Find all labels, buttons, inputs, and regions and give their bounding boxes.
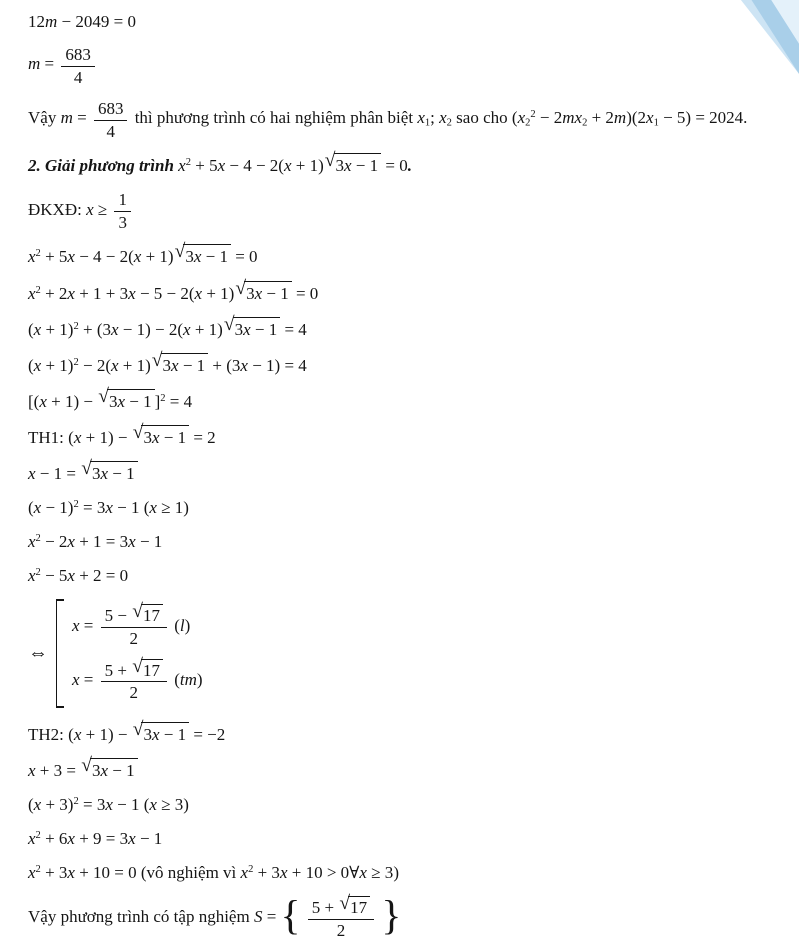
- math-line: Vậy phương trình có tập nghiệm S = { $\frac{5 + √17}{2}$ }: [28, 893, 402, 940]
- math-line: $(x - 1)^2 = 3x - 1$ (x ≥ 1): [28, 498, 189, 518]
- problem-heading: 2. Giải phương trình $x^2 + 5x - 4 - 2(x + 1)√3x - 1 = 0$.: [28, 153, 793, 177]
- math-line: x − 1 = √3x − 1: [28, 461, 793, 485]
- math-line: m = $\frac{683}{4}$: [28, 45, 793, 87]
- math-line: ĐKXĐ: x ≥ $\frac{1}{3}$: [28, 190, 793, 232]
- math-line: [(x + 1) − √3x − 1 ]$^2$ = 4: [28, 389, 793, 413]
- equivalence-arrow: ⇔: [28, 642, 48, 664]
- math-line: $(x + 1)^2 - 2(x + 1)√3x - 1 + (3x - 1) = 4$: [28, 353, 793, 377]
- math-line: x + 3 = √3x − 1: [28, 758, 793, 782]
- math-line: TH2: (x + 1) − √3x − 1 = −2: [28, 722, 793, 746]
- math-line: $x^2 - 5x + 2 = 0$: [28, 566, 129, 586]
- math-line: 12m − 2049 = 0: [28, 12, 136, 31]
- math-line: Vậy m = $\frac{683}{4}$ thì phương trình có hai nghiệm phân biệt $x_1$; $x_2$ sao cho $(x_2^2 - 2mx_2 + 2m)(2x_1 - 5) = 2024$.: [28, 99, 748, 141]
- math-line: $x^2 + 2x + 1 + 3x - 5 - 2(x + 1)√3x - 1 = 0$: [28, 281, 793, 305]
- math-line: $x^2 - 2x + 1 = 3x - 1$: [28, 532, 163, 552]
- math-line: $(x + 3)^2 = 3x - 1$ (x ≥ 3): [28, 794, 189, 814]
- case-bracket: [56, 599, 65, 707]
- math-line: $(x + 1)^2 + (3x - 1) - 2(x + 1)√3x - 1 = 4$: [28, 317, 793, 341]
- math-line: $x^2 + 5x - 4 - 2(x + 1)√3x - 1 = 0$: [28, 244, 793, 268]
- case-row: x = $\frac{5 + √17}{2}$ (tm): [72, 655, 203, 703]
- math-line: $x^2 + 3x + 10 = 0$ (vô nghiệm vì $x^2 + 3x + 10$ > 0∀x ≥ 3): [28, 862, 399, 882]
- math-line: TH1: (x + 1) − √3x − 1 = 2: [28, 425, 793, 449]
- math-line: $x^2 + 6x + 9 = 3x - 1$: [28, 828, 163, 848]
- case-row: x = $\frac{5 - √17}{2}$ (l): [72, 601, 191, 648]
- case-split-block: [28, 599, 793, 707]
